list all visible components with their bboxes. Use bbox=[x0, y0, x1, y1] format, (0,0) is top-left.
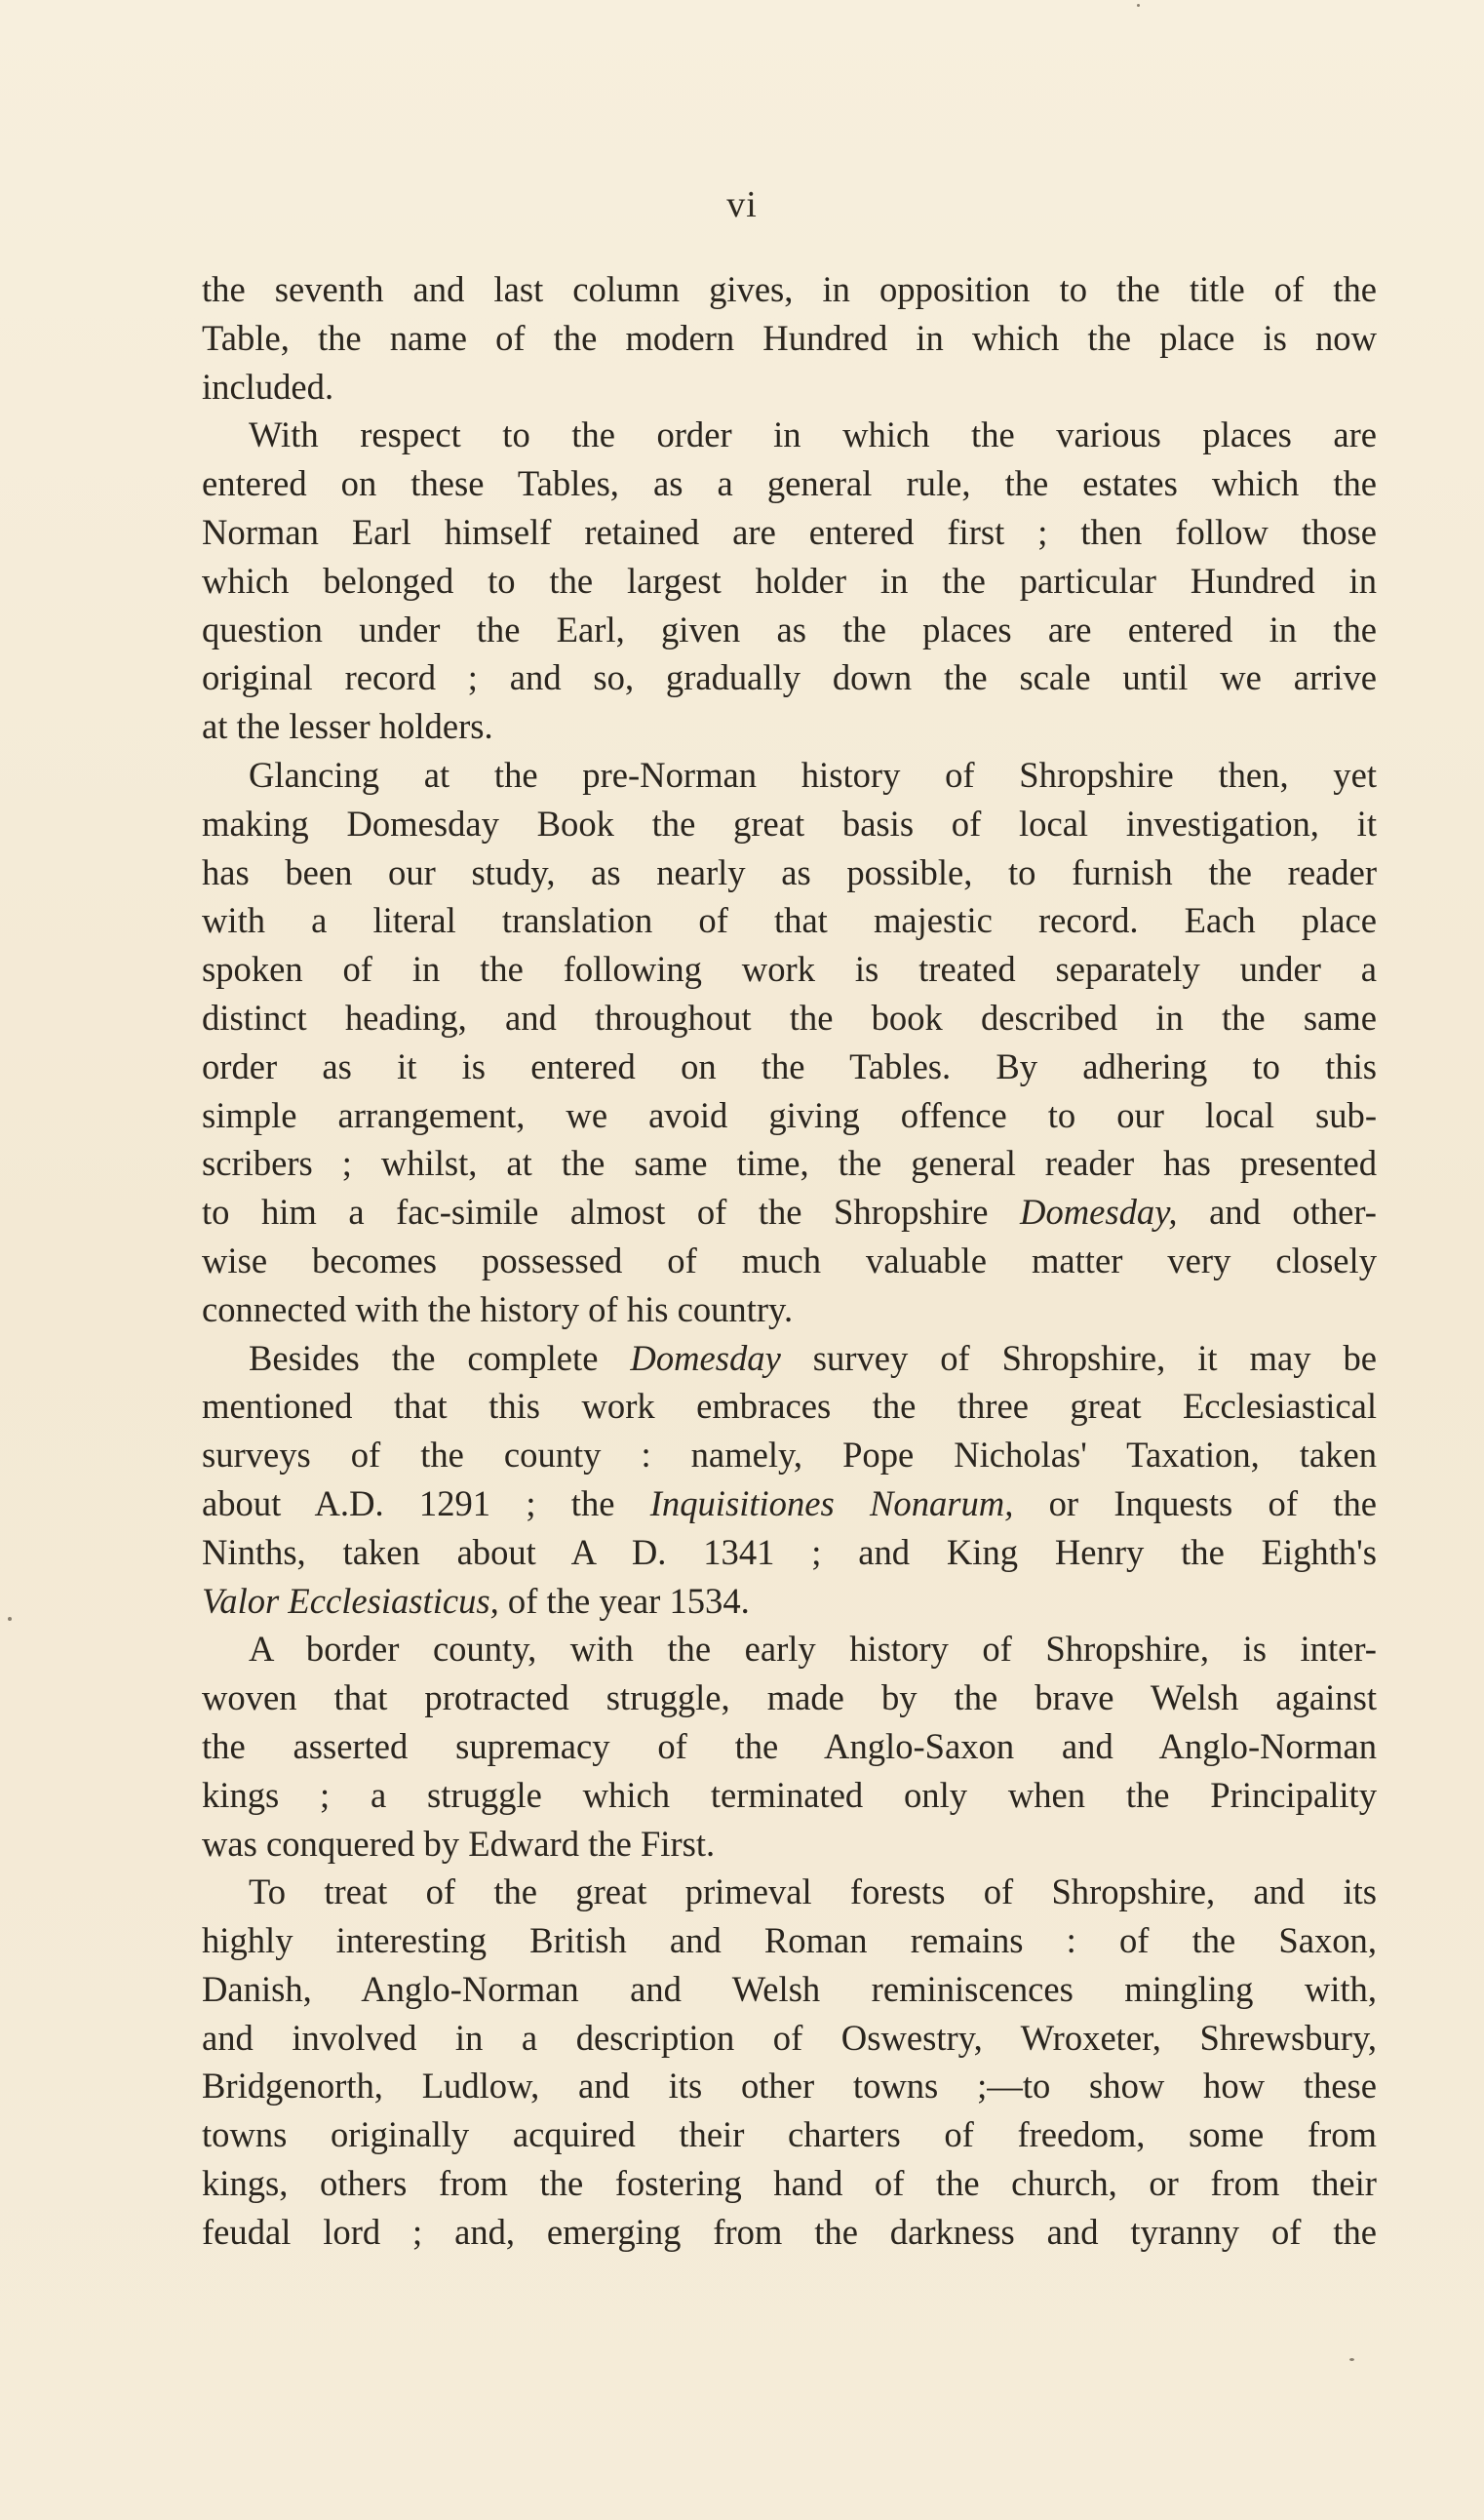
text-run: Danish, Anglo-Norman and Welsh reminiscences mingling with, bbox=[202, 1968, 1377, 2009]
text-run: scribers ; whilst, at the same time, the general reader has presented bbox=[202, 1143, 1377, 1184]
text-run: simple arrangement, we avoid giving offence to our local sub- bbox=[202, 1094, 1377, 1135]
text-run: towns originally acquired their charters of freedom, some from bbox=[202, 2114, 1377, 2155]
text-line bbox=[202, 1771, 1377, 1820]
text-line bbox=[202, 606, 1377, 654]
text-run: distinct heading, and throughout the book described in the same bbox=[202, 997, 1377, 1038]
text-line bbox=[202, 1237, 1377, 1285]
text-run: or Inquests of the bbox=[1013, 1482, 1377, 1523]
text-run: entered on these Tables, as a general rule, the estates which the bbox=[202, 463, 1377, 504]
text-line bbox=[202, 1868, 1377, 1916]
text-line bbox=[202, 1431, 1377, 1479]
paragraph-p5 bbox=[202, 1625, 1377, 1868]
text-line bbox=[202, 2014, 1377, 2063]
text-line bbox=[202, 2159, 1377, 2208]
text-line bbox=[202, 1722, 1377, 1771]
page-number: vi bbox=[726, 184, 758, 225]
text-line bbox=[202, 800, 1377, 848]
text-run: survey of Shropshire, it may be bbox=[780, 1337, 1377, 1378]
text-run: woven that protracted struggle, made by the brave Welsh against bbox=[202, 1677, 1377, 1718]
text-line bbox=[202, 1820, 1377, 1869]
text-run: at the lesser holders. bbox=[202, 706, 493, 747]
text-run: about A.D. 1291 ; the bbox=[202, 1482, 650, 1523]
text-line bbox=[202, 1479, 1377, 1528]
text-run: included. bbox=[202, 366, 334, 407]
text-line bbox=[202, 459, 1377, 508]
text-line bbox=[202, 1382, 1377, 1431]
text-line bbox=[202, 1139, 1377, 1188]
text-run: mentioned that this work embraces the three great Ecclesiastical bbox=[202, 1386, 1377, 1427]
text-run: Norman Earl himself retained are entered first ; then follow those bbox=[202, 511, 1377, 552]
text-line bbox=[202, 1528, 1377, 1577]
text-run: of the year 1534. bbox=[498, 1580, 750, 1621]
text-run: and other- bbox=[1177, 1192, 1377, 1233]
text-run: question under the Earl, given as the places are entered in the bbox=[202, 609, 1377, 650]
text-line bbox=[202, 411, 1377, 459]
text-run: To treat of the great primeval forests of Shropshire, and its bbox=[249, 1871, 1377, 1912]
text-line bbox=[202, 751, 1377, 800]
text-run: order as it is entered on the Tables. By adhering to this bbox=[202, 1045, 1377, 1086]
paragraph-p4 bbox=[202, 1334, 1377, 1626]
text-run: and involved in a description of Oswestry, Wroxeter, Shrewsbury, bbox=[202, 2017, 1377, 2058]
text-run: was conquered by Edward the First. bbox=[202, 1823, 716, 1864]
text-line bbox=[202, 945, 1377, 994]
text-run: making Domesday Book the great basis of local investigation, it bbox=[202, 803, 1377, 844]
text-run: to him a fac-simile almost of the Shropshire bbox=[202, 1192, 1021, 1233]
text-run: Table, the name of the modern Hundred in which the place is now bbox=[202, 317, 1377, 358]
text-line bbox=[202, 1673, 1377, 1722]
paragraph-p2 bbox=[202, 411, 1377, 751]
text-line bbox=[202, 994, 1377, 1043]
text-run: connected with the history of his country. bbox=[202, 1288, 794, 1329]
paragraph-p6 bbox=[202, 1868, 1377, 2256]
text-line bbox=[202, 1577, 1377, 1626]
body-text bbox=[202, 265, 1377, 2257]
text-run: original record ; and so, gradually down the scale until we arrive bbox=[202, 657, 1377, 698]
text-run: Ninths, taken about A D. 1341 ; and King Henry the Eighth's bbox=[202, 1531, 1377, 1572]
text-line bbox=[202, 1916, 1377, 1965]
text-run: Glancing at the pre-Norman history of Shropshire then, yet bbox=[249, 754, 1377, 795]
text-run: highly interesting British and Roman remains : of the Saxon, bbox=[202, 1920, 1377, 1961]
text-line bbox=[202, 2110, 1377, 2159]
text-line bbox=[202, 1334, 1377, 1383]
text-line bbox=[202, 2062, 1377, 2110]
text-line bbox=[202, 1285, 1377, 1334]
text-line bbox=[202, 265, 1377, 314]
text-run: the asserted supremacy of the Anglo-Saxon and Anglo-Norman bbox=[202, 1725, 1377, 1766]
text-line bbox=[202, 896, 1377, 945]
text-line bbox=[202, 1625, 1377, 1673]
paragraph-p3 bbox=[202, 751, 1377, 1334]
text-line bbox=[202, 1188, 1377, 1237]
text-line bbox=[202, 2208, 1377, 2257]
text-run: kings, others from the fostering hand of the church, or from their bbox=[202, 2163, 1377, 2204]
text-run: kings ; a struggle which terminated only when the Principality bbox=[202, 1774, 1377, 1815]
paper-speck bbox=[1137, 4, 1140, 7]
text-line bbox=[202, 1043, 1377, 1091]
paper-speck bbox=[8, 1617, 12, 1621]
text-line bbox=[202, 363, 1377, 412]
text-run: the seventh and last column gives, in opposition to the title of the bbox=[202, 269, 1377, 309]
paper-speck bbox=[1349, 2358, 1354, 2361]
text-run: wise becomes possessed of much valuable matter very closely bbox=[202, 1240, 1377, 1280]
italic-title: Domesday bbox=[630, 1337, 781, 1378]
text-run: with a literal translation of that majestic record. Each place bbox=[202, 900, 1377, 941]
text-line bbox=[202, 557, 1377, 606]
text-line bbox=[202, 508, 1377, 557]
text-run: A border county, with the early history of Shropshire, is inter- bbox=[249, 1629, 1377, 1670]
text-line bbox=[202, 848, 1377, 897]
text-run: spoken of in the following work is treated separately under a bbox=[202, 949, 1377, 990]
text-run: which belonged to the largest holder in the particular Hundred in bbox=[202, 560, 1377, 601]
text-line bbox=[202, 1965, 1377, 2014]
italic-title: Inquisitiones Nonarum, bbox=[649, 1482, 1014, 1523]
text-run: Besides the complete bbox=[249, 1337, 631, 1378]
italic-title: Valor Ecclesiasticus, bbox=[202, 1580, 499, 1621]
italic-title: Domesday, bbox=[1020, 1192, 1178, 1233]
text-run: has been our study, as nearly as possible, to furnish the reader bbox=[202, 851, 1377, 892]
text-line bbox=[202, 702, 1377, 751]
text-line bbox=[202, 314, 1377, 363]
paragraph-p1 bbox=[202, 265, 1377, 411]
text-run: Bridgenorth, Ludlow, and its other towns ;—to show how these bbox=[202, 2066, 1377, 2107]
text-line bbox=[202, 653, 1377, 702]
text-line bbox=[202, 1091, 1377, 1140]
text-run: surveys of the county : namely, Pope Nicholas' Taxation, taken bbox=[202, 1435, 1377, 1476]
text-run: With respect to the order in which the various places are bbox=[249, 414, 1377, 455]
text-run: feudal lord ; and, emerging from the darkness and tyranny of the bbox=[202, 2211, 1377, 2252]
